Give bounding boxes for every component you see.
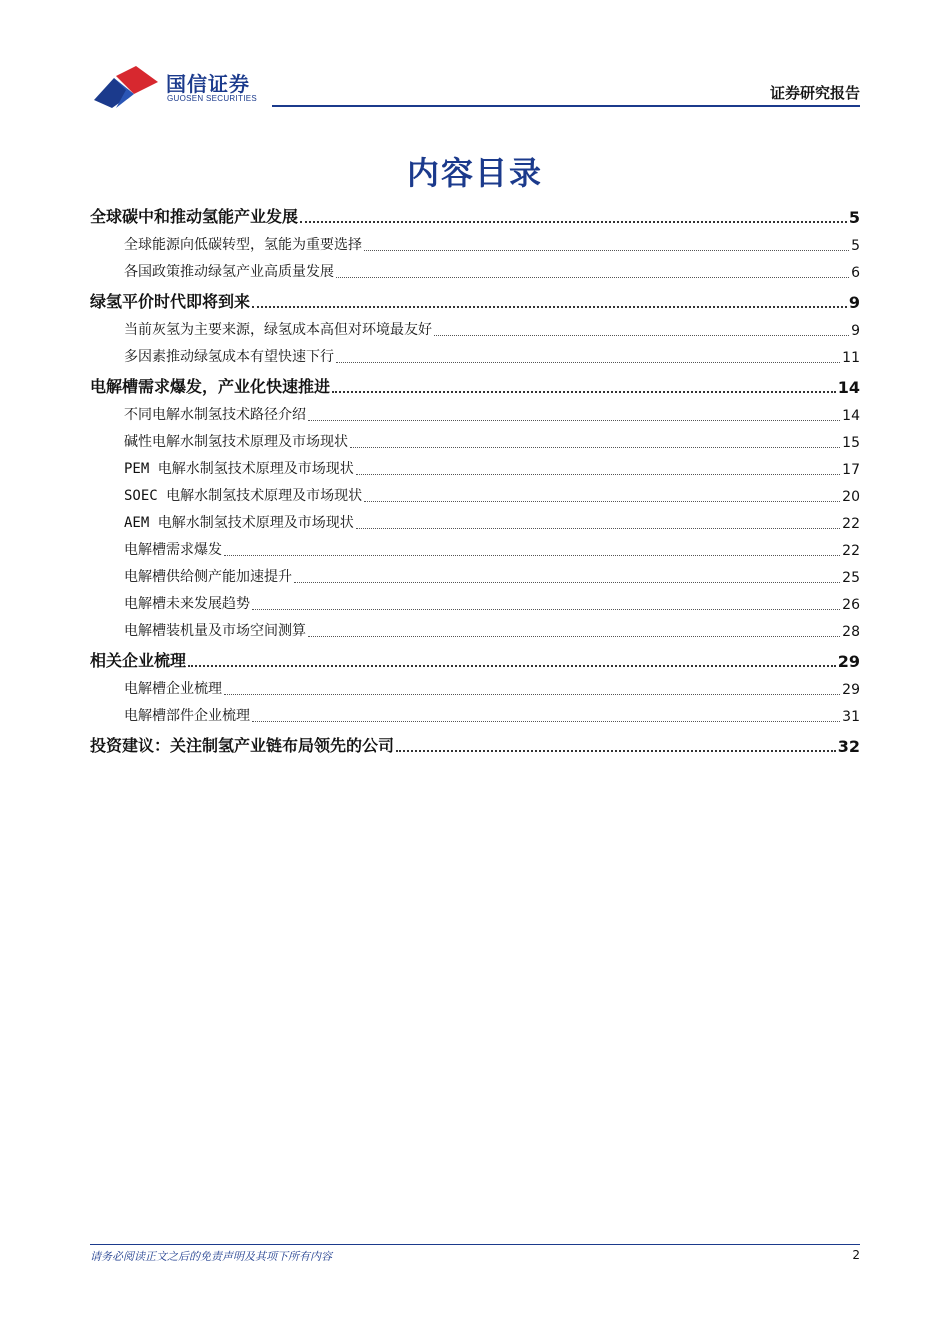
toc-entry-title: 电解槽供给侧产能加速提升 [124, 569, 292, 585]
toc-entry-level2[interactable] [90, 316, 860, 343]
toc-entry-level2[interactable] [90, 428, 860, 455]
toc-entry-page: 14 [842, 408, 860, 424]
toc-entry-level1[interactable] [90, 644, 860, 675]
toc-entry-title: 多因素推动绿氢成本有望快速下行 [124, 349, 334, 365]
toc-entry-page: 29 [842, 682, 860, 698]
toc-entry-level2[interactable] [90, 702, 860, 729]
toc-entry-page: 28 [842, 624, 860, 640]
dot-leader [336, 277, 849, 278]
toc-entry-level2[interactable] [90, 536, 860, 563]
dot-leader [396, 750, 836, 752]
toc-entry-level1[interactable] [90, 370, 860, 401]
toc-entry-page: 17 [842, 462, 860, 478]
toc-entry-title: 碱性电解水制氢技术原理及市场现状 [124, 434, 348, 450]
toc-entry-title: 全球碳中和推动氢能产业发展 [90, 207, 299, 226]
dot-leader [364, 250, 849, 251]
dot-leader [252, 306, 847, 308]
toc-entry-title: SOEC 电解水制氢技术原理及市场现状 [124, 488, 363, 504]
dot-leader [336, 362, 840, 363]
toc-entry-page: 15 [842, 435, 860, 451]
toc-entry-title: 全球能源向低碳转型，氢能为重要选择 [124, 237, 362, 253]
toc-entry-title: 电解槽需求爆发 [124, 542, 222, 558]
toc-entry-title: 投资建议：关注制氢产业链布局领先的公司 [90, 736, 395, 755]
toc-entry-level1[interactable] [90, 200, 860, 231]
dot-leader [356, 528, 840, 529]
toc-entry-page: 22 [842, 516, 860, 532]
toc-entry-page: 29 [837, 652, 860, 671]
report-type-label: 证券研究报告 [769, 84, 860, 102]
toc-entry-page: 25 [842, 570, 860, 586]
dot-leader [300, 221, 847, 223]
toc-entry-page: 9 [848, 293, 860, 312]
toc-entry-level2[interactable] [90, 455, 860, 482]
toc-entry-level2[interactable] [90, 509, 860, 536]
toc-entry-level2[interactable] [90, 617, 860, 644]
page-header [0, 0, 950, 112]
toc-entry-page: 5 [848, 208, 860, 227]
page-number: 2 [852, 1248, 860, 1262]
toc-entry-level2[interactable] [90, 258, 860, 285]
toc-entry-page: 5 [851, 238, 860, 254]
footer-divider [90, 1244, 860, 1245]
toc-entry-page: 20 [842, 489, 860, 505]
footer-disclaimer: 请务必阅读正文之后的免责声明及其项下所有内容 [90, 1250, 332, 1263]
toc-entry-page: 9 [851, 323, 860, 339]
dot-leader [224, 555, 840, 556]
dot-leader [252, 721, 840, 722]
company-logo [92, 64, 272, 110]
dot-leader [308, 420, 840, 421]
toc-entry-level2[interactable] [90, 343, 860, 370]
toc-entry-title: 电解槽需求爆发，产业化快速推进 [90, 377, 331, 396]
toc-entry-level2[interactable] [90, 231, 860, 258]
brand-name-cn: 国信证券 [166, 72, 250, 96]
dot-leader [252, 609, 840, 610]
dot-leader [356, 474, 840, 475]
toc-entry-page: 32 [837, 737, 860, 756]
toc-entry-level2[interactable] [90, 482, 860, 509]
dot-leader [224, 694, 840, 695]
toc-entry-title: 电解槽装机量及市场空间测算 [124, 623, 306, 639]
toc-entry-page: 31 [842, 709, 860, 725]
dot-leader [308, 636, 840, 637]
toc-entry-page: 11 [842, 350, 860, 366]
dot-leader [350, 447, 840, 448]
toc-entry-page: 14 [837, 378, 860, 397]
toc-entry-title: PEM 电解水制氢技术原理及市场现状 [124, 461, 354, 477]
dot-leader [364, 501, 840, 502]
toc-entry-level2[interactable] [90, 675, 860, 702]
toc-entry-title: 各国政策推动绿氢产业高质量发展 [124, 264, 334, 280]
header-divider [272, 105, 860, 107]
dot-leader [434, 335, 849, 336]
toc-entry-level2[interactable] [90, 590, 860, 617]
toc-entry-level1[interactable] [90, 285, 860, 316]
toc-entry-title: 当前灰氢为主要来源，绿氢成本高但对环境最友好 [124, 322, 432, 338]
toc-entry-title: 电解槽未来发展趋势 [124, 596, 250, 612]
toc-entry-level2[interactable] [90, 563, 860, 590]
toc-entry-title: 绿氢平价时代即将到来 [90, 292, 251, 311]
toc-entry-page: 22 [842, 543, 860, 559]
toc-entry-title: 电解槽企业梳理 [124, 681, 222, 697]
brand-name-en: GUOSEN SECURITIES [167, 94, 258, 103]
toc-entry-title: 不同电解水制氢技术路径介绍 [124, 407, 306, 423]
toc-entry-page: 26 [842, 597, 860, 613]
toc-entry-title: 电解槽部件企业梳理 [124, 708, 250, 724]
dot-leader [294, 582, 840, 583]
toc-title: 内容目录 [406, 154, 543, 192]
toc-entry-level1[interactable] [90, 729, 860, 760]
dot-leader [188, 665, 836, 667]
toc-entry-level2[interactable] [90, 401, 860, 428]
toc-entry-page: 6 [851, 265, 860, 281]
toc-entry-title: AEM 电解水制氢技术原理及市场现状 [124, 515, 354, 531]
guosen-logo-icon [92, 64, 160, 110]
dot-leader [332, 391, 836, 393]
table-of-contents [90, 200, 860, 760]
toc-entry-title: 相关企业梳理 [90, 651, 187, 670]
